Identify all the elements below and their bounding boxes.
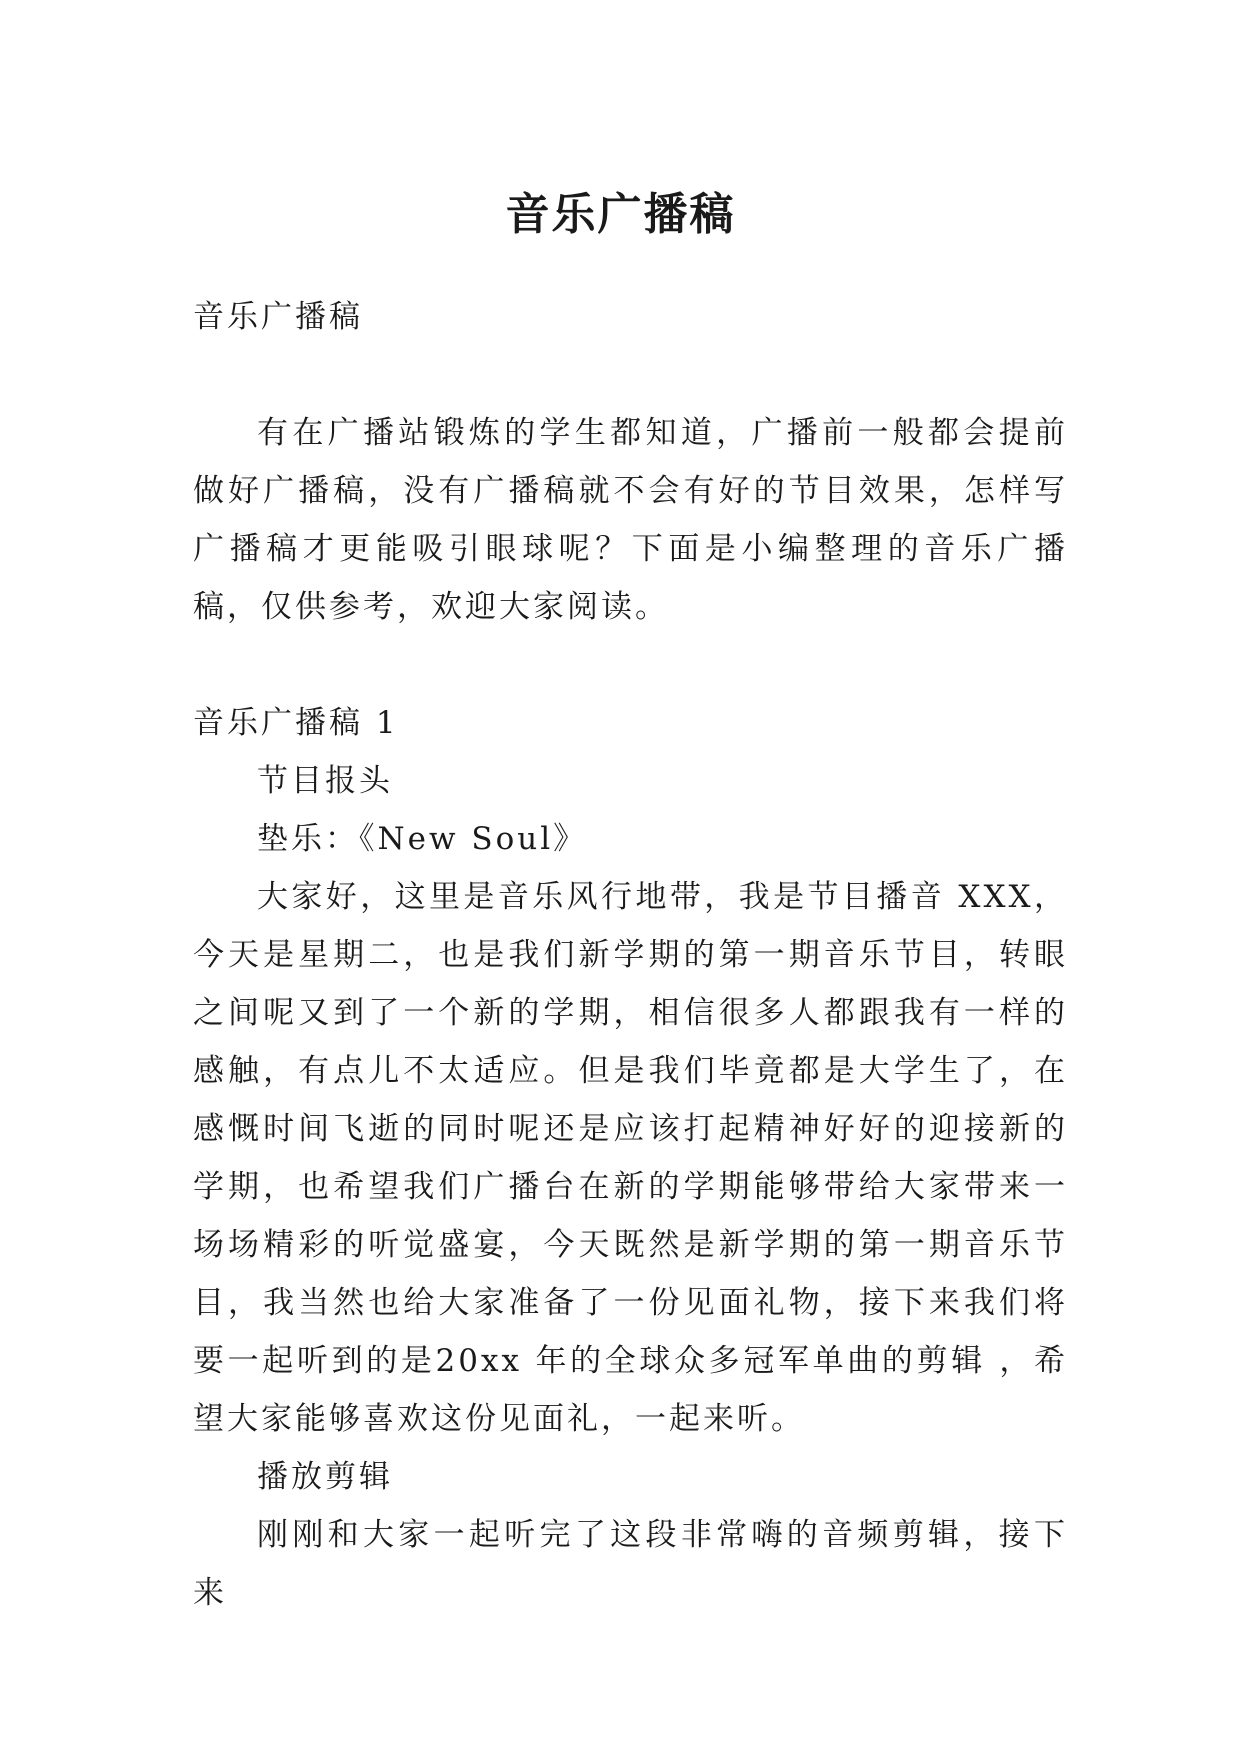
paragraph-background-music: 垫乐：《New Soul》 bbox=[257, 821, 588, 857]
section-heading: 音乐广播稿 1 bbox=[193, 705, 399, 741]
document-subtitle: 音乐广播稿 bbox=[193, 299, 363, 335]
paragraph-program-header: 节目报头 bbox=[257, 763, 393, 799]
paragraph-play-clip: 播放剪辑 bbox=[257, 1459, 393, 1495]
document-body bbox=[193, 288, 1068, 1622]
paragraph-after-clip: 刚刚和大家一起听完了这段非常嗨的音频剪辑，接下来 bbox=[193, 1517, 1068, 1611]
document-title: 音乐广播稿 bbox=[505, 189, 736, 241]
paragraph-opening-speech: 大家好，这里是音乐风行地带，我是节目播音 XXX，今天是星期二，也是我们新学期的第一期音乐节目，转眼之间呢又到了一个新的学期，相信很多人都跟我有一样的感触，有点儿不太适应。但是我们毕竟都是大学生了，在感慨时间飞逝的同时呢还是应该打起精神好好的迎接新的学期，也希望我们广播台在新的学期能够带给大家带来一场场精彩的听觉盛宴，今天既然是新学期的第一期音乐节目，我当然也给大家准备了一份见面礼物，接下来我们将要一起听到的是20xx 年的全球众多冠军单曲的剪辑 ，希望大家能够喜欢这份见面礼，一起来听。 bbox=[193, 879, 1068, 1437]
intro-paragraph: 有在广播站锻炼的学生都知道，广播前一般都会提前做好广播稿，没有广播稿就不会有好的节目效果，怎样写广播稿才更能吸引眼球呢？下面是小编整理的音乐广播稿，仅供参考，欢迎大家阅读。 bbox=[193, 415, 1068, 625]
